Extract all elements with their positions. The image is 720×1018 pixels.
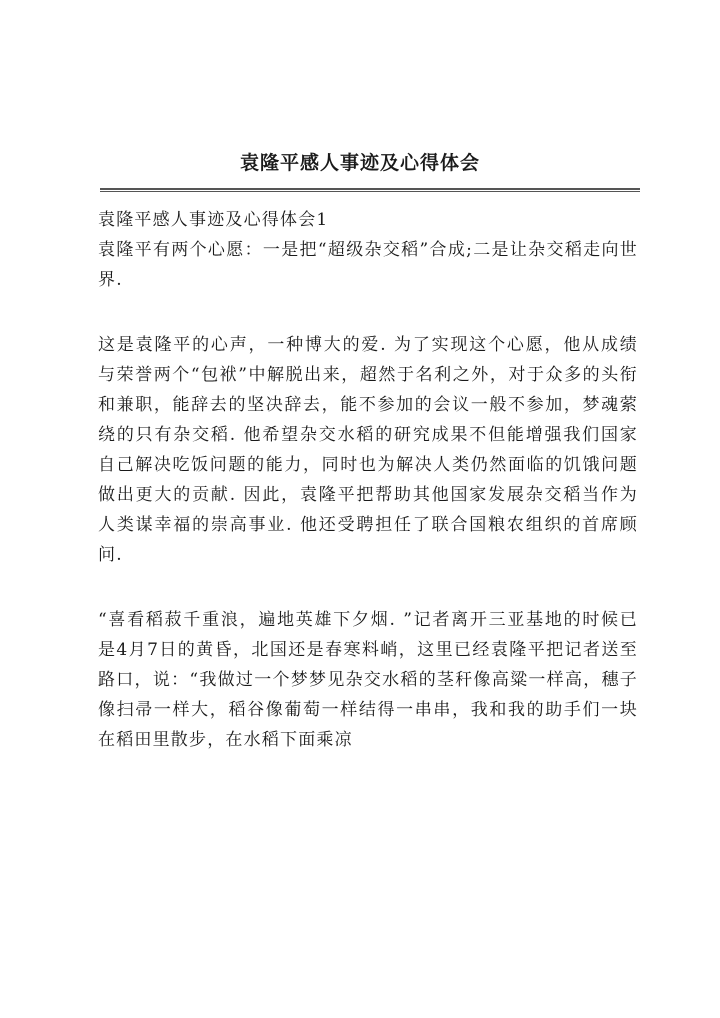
paragraph-3: “喜看稻菽千重浪，遍地英雄下夕烟. ”记者离开三亚基地的时候已是4月7日的黄昏，北国还是春寒料峭，这里已经袁隆平把记者送至路口，说：“我做过一个梦梦见杂交水稻的茎秆像高粱一样高，穗子像扫帚一样大，稻谷像葡萄一样结得一串串，我和我的助手们一块在稻田里散步，在水稻下面乘凉: [98, 610, 638, 750]
paragraph-gap: [98, 295, 638, 330]
section-heading: 袁隆平感人事迹及心得体会1: [98, 210, 329, 230]
title-divider: [100, 188, 640, 192]
paragraph-gap: [98, 570, 638, 605]
document-title: 袁隆平感人事迹及心得体会: [239, 152, 480, 174]
document-body: [98, 205, 638, 755]
paragraph-1: 袁隆平有两个心愿：一是把“超级杂交稻”合成;二是让杂交稻走向世界.: [98, 240, 638, 290]
paragraph-2: 这是袁隆平的心声，一种博大的爱. 为了实现这个心愿，他从成绩与荣誉两个“包袱”中解脱出来，超然于名利之外，对于众多的头衔和兼职，能辞去的坚决辞去，能不参加的会议一般不参加，梦魂萦绕的只有杂交稻. 他希望杂交水稻的研究成果不但能增强我们国家自己解决吃饭问题的能力，同时也为解决人类仍然面临的饥饿问题做出更大的贡献. 因此，袁隆平把帮助其他国家发展杂交稻当作为人类谋幸福的崇高事业. 他还受聘担任了联合国粮农组织的首席顾问.: [98, 335, 638, 565]
